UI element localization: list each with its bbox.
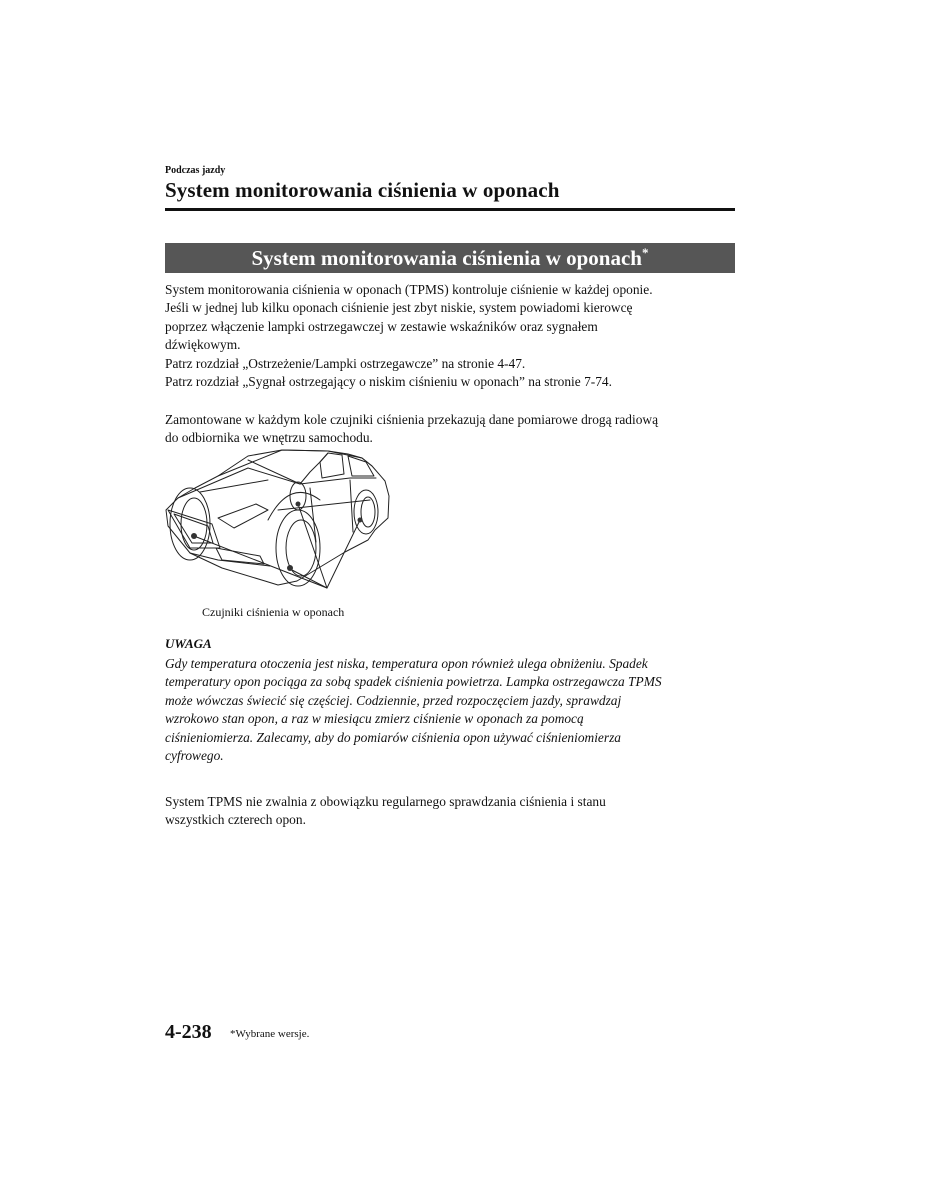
sensor-marker-front-right <box>287 565 293 571</box>
section-banner <box>165 243 735 273</box>
rear-wheel-rim <box>361 497 375 527</box>
sensor-paragraph: Zamontowane w każdym kole czujniki ciśnienia przekazują dane pomiarowe drogą radiową do odbiornika we wnętrzu samochodu. <box>165 412 659 446</box>
leader-line-1 <box>194 536 327 588</box>
note-paragraph: Gdy temperatura otoczenia jest niska, temperatura opon również ulega obniżeniu. Spadek temperatury opon pociąga za sobą spadek ciśnienia powietrza. Lampka ostrzegawcza TPMS może wówczas świecić się częściej. Codziennie, przed rozpoczęciem jazdy, sprawdzaj wzrokowo stan opon, a raz w miesiącu zmierz ciśnienie w oponach za pomocą ciśnieniomierza. Zalecamy, aby do pomiarów ciśnienia opon używać ciśnieniomierza cyfrowego. <box>165 656 662 764</box>
side-window-rear <box>348 456 374 476</box>
sensor-marker-rear-right <box>358 518 363 523</box>
beltline <box>300 478 376 484</box>
sensor-marker-rear-left <box>296 502 301 507</box>
sensor-marker-front-left <box>191 533 197 539</box>
section-label: Podczas jazdy <box>165 165 226 176</box>
footnote: *Wybrane wersje. <box>230 1028 310 1040</box>
hood-line <box>178 468 300 498</box>
intro-paragraph: System monitorowania ciśnienia w oponach (TPMS) kontroluje ciśnienie w każdej oponie. Jeśli w jednej lub kilku oponach ciśnienie jest zbyt niskie, system powiadomi kierowcę poprzez włączenie lampki ostrzegawczej w zestawie wskaźników oraz sygnałem dźwiękowym. <box>165 282 653 353</box>
page-title: System monitorowania ciśnienia w oponach <box>165 178 560 202</box>
leader-line-4 <box>327 520 360 588</box>
illustration-caption: Czujniki ciśnienia w oponach <box>202 605 345 619</box>
reference-low-pressure-signal: Patrz rozdział „Sygnał ostrzegający o niskim ciśnieniu w oponach” na stronie 7-74. <box>165 374 612 390</box>
banner-footnote-marker: * <box>641 245 649 260</box>
intro-section <box>165 281 740 391</box>
side-window-front <box>320 453 344 478</box>
rear-wheel-tire <box>354 490 378 534</box>
note-heading: UWAGA <box>165 636 212 651</box>
front-grille-outline <box>168 510 220 548</box>
tire-pressure-sensor-illustration <box>160 448 395 600</box>
lower-intake <box>216 548 264 564</box>
title-divider <box>165 208 735 211</box>
reference-warning-lamps: Patrz rozdział „Ostrzeżenie/Lampki ostrzegawcze” na stronie 4-47. <box>165 355 526 371</box>
closing-paragraph: System TPMS nie zwalnia z obowiązku regularnego sprawdzania ciśnienia i stanu wszystkich czterech opon. <box>165 794 606 828</box>
sensor-section <box>165 411 740 448</box>
windshield-outline <box>248 453 328 484</box>
page-number: 4-238 <box>165 1021 212 1043</box>
headlight-outline <box>218 504 268 528</box>
door-line-rear <box>350 480 353 532</box>
closing-section <box>165 793 740 830</box>
banner-title: System monitorowania ciśnienia w oponach <box>251 246 642 270</box>
note-section <box>165 655 740 765</box>
hood-crease <box>200 480 268 492</box>
bumper-line <box>190 553 270 566</box>
car-body-outline <box>166 450 389 585</box>
